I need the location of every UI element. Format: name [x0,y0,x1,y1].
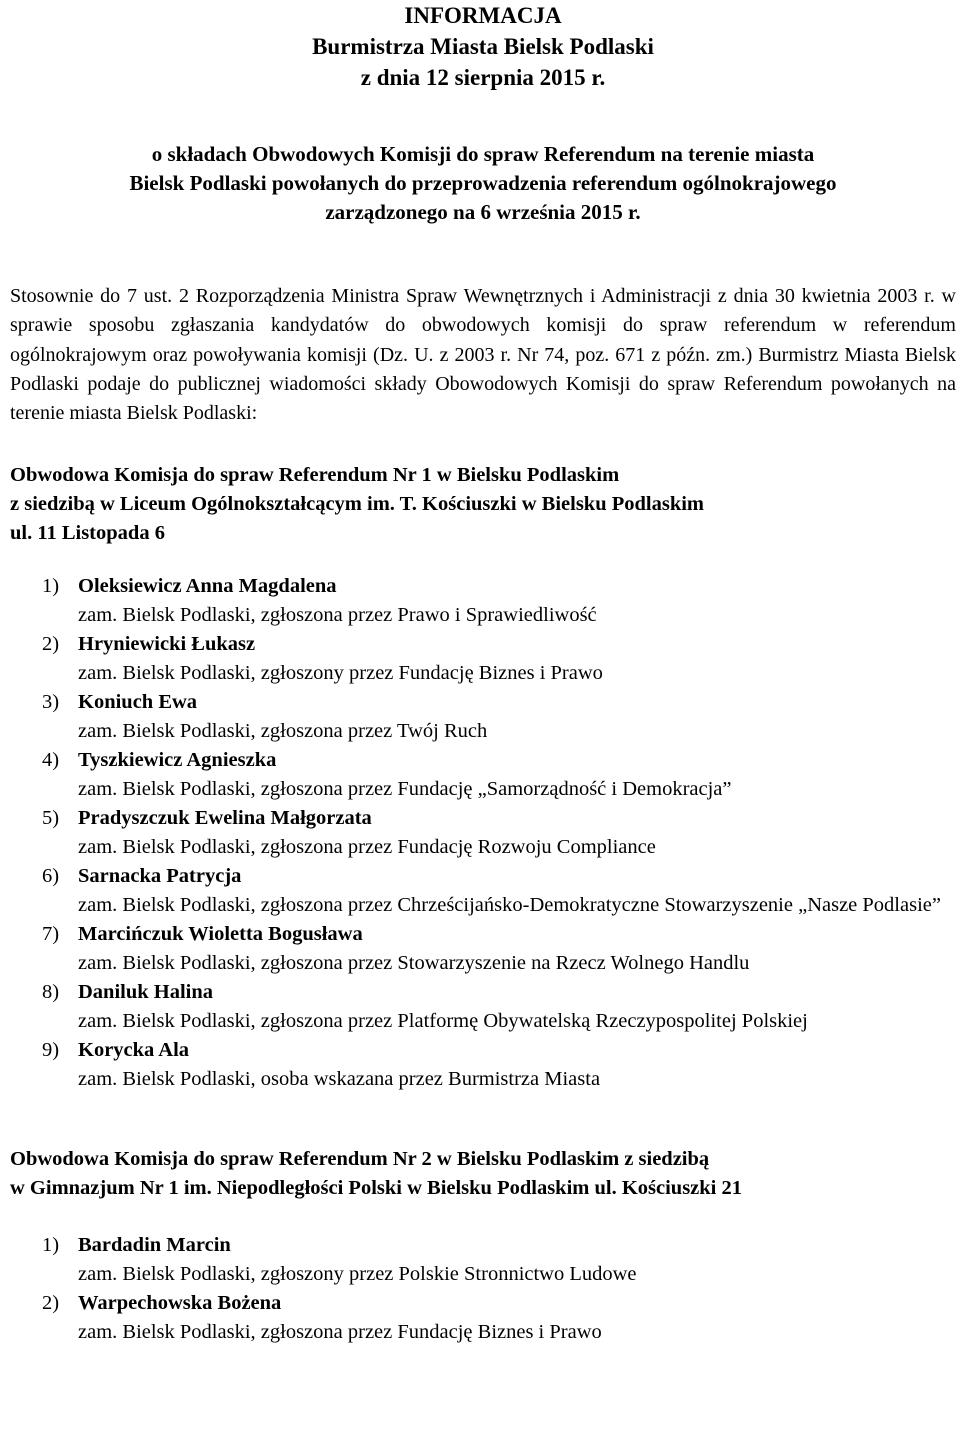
member-number: 1) [42,1234,60,1257]
member-detail: zam. Bielsk Podlaski, zgłoszona przez Twój Ruch [78,720,488,743]
commission-1-heading-line-2: z siedzibą w Liceum Ogólnokształcącym im. T. Kościuszki w Bielsku Podlaskim [10,493,704,516]
member-number: 4) [42,749,60,772]
member-detail: zam. Bielsk Podlaski, zgłoszona przez Fundację „Samorządność i Demokracja” [78,778,732,801]
member-number: 6) [42,865,60,888]
document-title [10,0,956,93]
member-item [10,630,956,688]
member-detail: zam. Bielsk Podlaski, zgłoszony przez Fundację Biznes i Prawo [78,662,603,685]
member-number: 5) [42,807,60,830]
member-detail: zam. Bielsk Podlaski, zgłoszona przez Fundację Biznes i Prawo [78,1321,602,1344]
document-subject [10,140,956,227]
commission-2-heading-line-1: Obwodowa Komisja do spraw Referendum Nr 2 w Bielsku Podlaskim z siedzibą [10,1148,710,1171]
member-detail: zam. Bielsk Podlaski, zgłoszona przez Prawo i Sprawiedliwość [78,604,597,627]
subject-line-1: o składach Obwodowych Komisji do spraw Referendum na terenie miasta [151,142,815,166]
subject-line-3: zarządzonego na 6 września 2015 r. [325,200,641,224]
member-name: Korycka Ala [78,1039,190,1062]
member-number: 8) [42,981,60,1004]
intro-legal-basis: Stosownie do 7 ust. 2 Rozporządzenia Ministra Spraw Wewnętrznych i Administracji z dnia 30 kwietnia 2003 r. [10,285,935,307]
member-name: Sarnacka Patrycja [78,865,242,888]
commission-2-heading-line-2: w Gimnazjum Nr 1 im. Niepodległości Polski w Bielsku Podlaskim ul. Kościuszki 21 [10,1177,742,1200]
commission-1-heading-line-1: Obwodowa Komisja do spraw Referendum Nr 1 w Bielsku Podlaskim [10,464,620,487]
member-name: Koniuch Ewa [78,691,198,714]
subject-line-2: Bielsk Podlaski powołanych do przeprowadzenia referendum ogólnokrajowego [129,171,837,195]
member-number: 1) [42,575,60,598]
intro-paragraph [10,282,956,428]
member-detail: zam. Bielsk Podlaski, zgłoszona przez Chrześcijańsko-Demokratyczne Stowarzyszenie „Nasze Podlasie” [78,894,941,917]
member-name: Bardadin Marcin [78,1234,231,1257]
member-detail: zam. Bielsk Podlaski, zgłoszona przez Stowarzyszenie na Rzecz Wolnego Handlu [78,952,750,975]
member-detail: zam. Bielsk Podlaski, zgłoszona przez Platformę Obywatelską Rzeczypospolitej Polskiej [78,1010,808,1033]
member-detail: zam. Bielsk Podlaski, zgłoszona przez Fundację Rozwoju Compliance [78,836,656,859]
member-item [10,920,956,978]
member-item [10,572,956,630]
commission-1-member-list [10,572,956,1094]
member-name: Oleksiewicz Anna Magdalena [78,575,337,598]
member-item [10,1231,956,1289]
commission-2-heading [10,1145,956,1203]
member-item [10,688,956,746]
member-number: 7) [42,923,60,946]
member-item [10,804,956,862]
intro-announcement: w sprawie sposobu zgłaszania kandydatów do obwodowych komisji do spraw referendum w referendum ogólnokrajowym oraz powoływania komisji (Dz. U. z 2003 r. Nr 74, poz. 671 z późn. zm.) Burmistrz Miasta Bielsk Podlaski podaje do publicznej wiadomości składy Obowodowych Komisji do spraw Referendum powołanych na terenie miasta Bielsk Podlaski: [10,285,956,425]
member-name: Tyszkiewicz Agnieszka [78,749,277,772]
title-line-3: z dnia 12 sierpnia 2015 r. [360,65,606,90]
member-item [10,1289,956,1347]
member-number: 2) [42,633,60,656]
member-name: Pradyszczuk Ewelina Małgorzata [78,807,372,830]
member-name: Warpechowska Bożena [78,1292,282,1315]
title-line-2: Burmistrza Miasta Bielsk Podlaski [312,34,654,59]
member-item [10,978,956,1036]
title-line-1: INFORMACJA [404,3,562,28]
member-item [10,746,956,804]
member-number: 3) [42,691,60,714]
member-item [10,1036,956,1094]
document-page [10,0,956,1347]
member-detail: zam. Bielsk Podlaski, zgłoszony przez Polskie Stronnictwo Ludowe [78,1263,637,1286]
member-detail: zam. Bielsk Podlaski, osoba wskazana przez Burmistrza Miasta [78,1068,601,1091]
commission-1-heading [10,461,956,548]
member-name: Marcińczuk Wioletta Bogusława [78,923,363,946]
member-name: Daniluk Halina [78,981,214,1004]
member-name: Hryniewicki Łukasz [78,633,256,656]
commission-2-member-list [10,1231,956,1347]
member-number: 9) [42,1039,60,1062]
member-number: 2) [42,1292,60,1315]
commission-1-heading-line-3: ul. 11 Listopada 6 [10,522,165,545]
member-item [10,862,956,920]
